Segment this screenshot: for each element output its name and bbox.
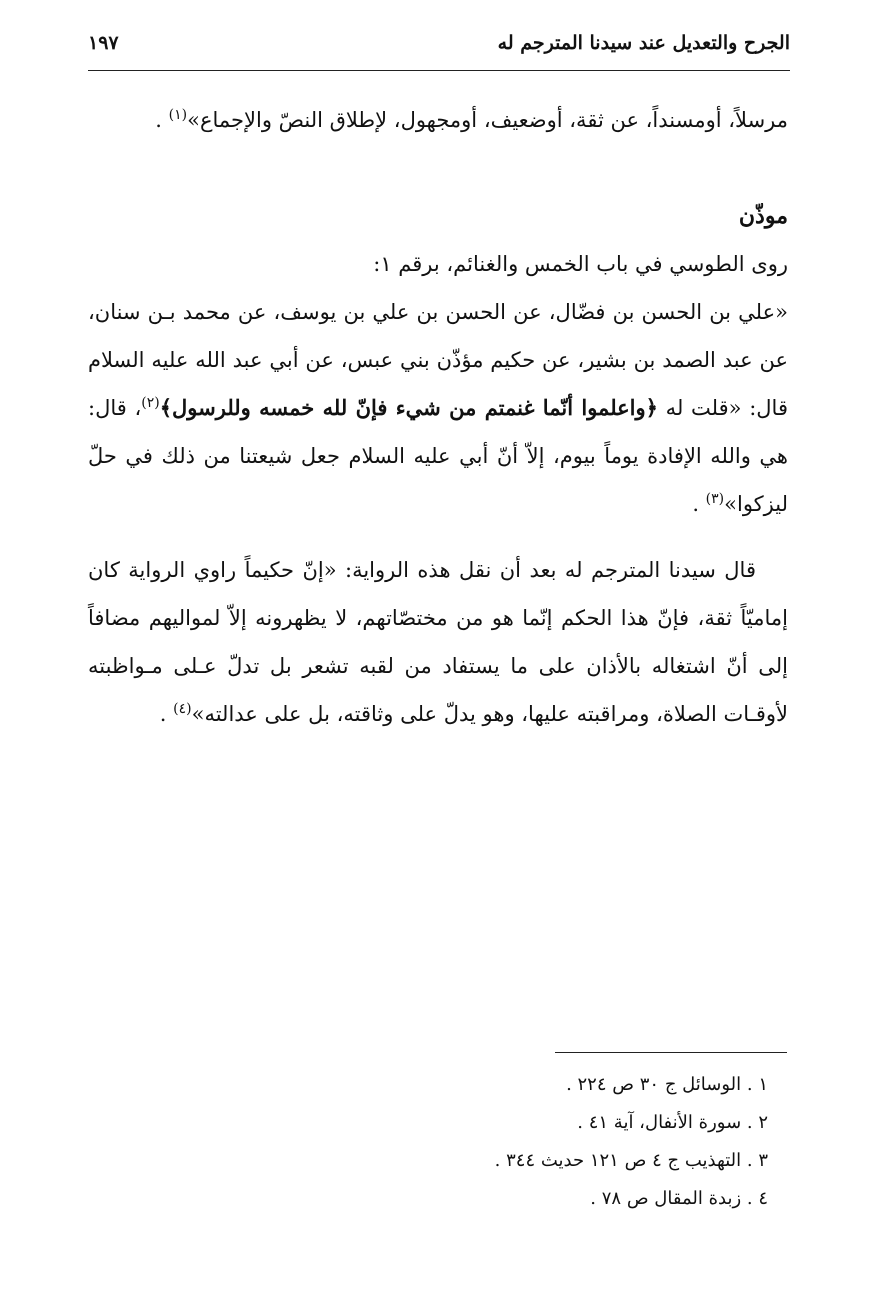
body-text xyxy=(88,96,788,738)
paragraph-commentary xyxy=(88,546,788,738)
commentary-text: قال سيدنا المترجم له بعد أن نقل هذه الرواية: «إنّ حكيماً راوي الرواية كان إماميّاً ثقة، فإنّ هذا الحكم إنّما هو من مختصّاتهم، لا يظهرونه إلاّ لمواليهم مضافاً إلى أنّ اشتغاله بالأذان على ما يستفاد من لقبه تشعر بل تدلّ عـلى مـواظبته لأوقـات الصلاة، ومراقبته عليها، وهو يدلّ على وثاقته، بل على عدالته» xyxy=(88,558,788,726)
footnote-separator xyxy=(555,1052,787,1053)
paragraph-end: . xyxy=(155,108,169,132)
page-header xyxy=(88,30,790,71)
paragraph-text: مرسلاً، أومسنداً، عن ثقة، أوضعيف، أومجهول، لإطلاق النصّ والإجماع» xyxy=(187,108,788,132)
footnote-1: ١ . الوسائل ج ٣٠ ص ٢٢٤ . xyxy=(566,1074,768,1095)
footnotes xyxy=(88,1066,788,1218)
narration-text: «علي بن الحسن بن فضّال، عن الحسن بن علي بن يوسف، عن محمد بـن سنان، عن عبد الصمد بن بشير، عن حكيم مؤذّن بني عبس، عن أبي عبد الله عليه السلام قال: «قلت له xyxy=(88,300,788,420)
footnote-ref: (٤) xyxy=(173,701,192,717)
page-number: ١٩٧ xyxy=(88,32,119,54)
footnote-3: ٣ . التهذيب ج ٤ ص ١٢١ حديث ٣٤٤ . xyxy=(494,1150,768,1171)
paragraph-narration xyxy=(88,288,788,528)
footnote-ref: (٣) xyxy=(705,491,725,507)
section-heading: موذّن xyxy=(738,203,788,229)
footnote-2: ٢ . سورة الأنفال، آية ٤١ . xyxy=(577,1112,768,1133)
running-title: الجرح والتعديل عند سيدنا المترجم له xyxy=(497,32,790,54)
quran-quote: ﴿واعلموا أنّما غنمتم من شيء فإنّ لله خمسه وللرسول﴾ xyxy=(159,395,658,420)
paragraph-spacer xyxy=(88,528,788,546)
narration-text-continued: ، قال: هي والله الإفادة يوماً بيوم، إلاّ أنّ أبي عليه السلام جعل شيعتنا من ذلك في حلّ ليزكوا» xyxy=(88,396,788,516)
footnote-ref: (١) xyxy=(168,107,188,123)
paragraph-end: . xyxy=(692,492,706,516)
footnote-ref: (٢) xyxy=(141,395,160,411)
paragraph-continuation xyxy=(88,96,788,144)
paragraph-end: . xyxy=(159,702,174,726)
paragraph-intro: روى الطوسي في باب الخمس والغنائم، برقم ١: xyxy=(373,252,788,276)
footnote-4: ٤ . زبدة المقال ص ٧٨ . xyxy=(590,1188,768,1209)
